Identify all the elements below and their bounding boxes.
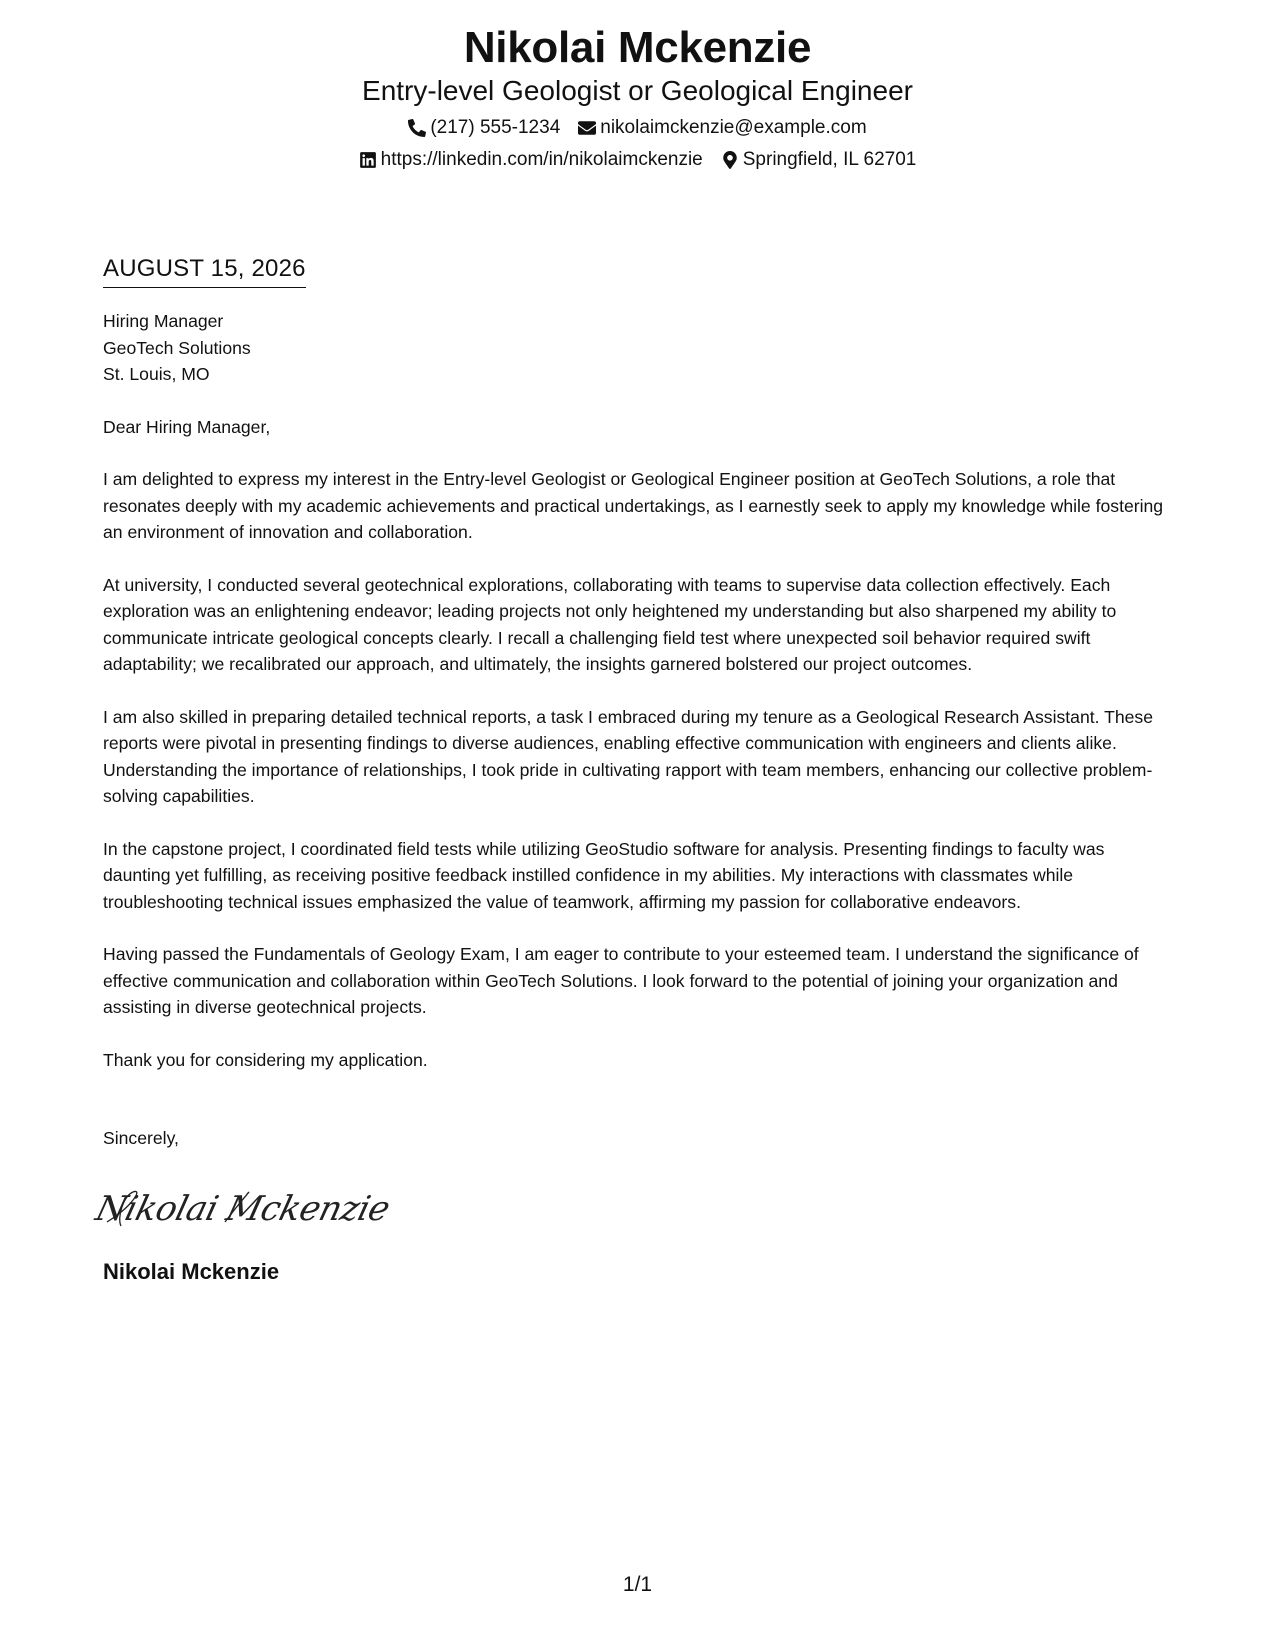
body-paragraph: At university, I conducted several geotechnical explorations, collaborating with teams to supervise data collection effectively. Each exploration was an enlightening endeavor; leading projects not only heightened my understanding but also sharpened my ability to communicate intricate geological concepts clearly. I recall a challenging field test where unexpected soil behavior required swift adaptability; we recalibrated our approach, and ultimately, the insights garnered bolstered our project outcomes. [103, 574, 1117, 674]
email-contact[interactable] [578, 116, 866, 140]
applicant-title: Entry-level Geologist or Geological Engineer [362, 75, 913, 106]
location-text: Springfield, IL 62701 [742, 149, 917, 170]
closing-line: Thank you for considering my application. [103, 1049, 428, 1070]
linkedin-url[interactable]: https://linkedin.com/in/nikolaimckenzie [380, 149, 703, 170]
location-contact [721, 148, 917, 172]
phone-number: (217) 555-1234 [430, 117, 561, 138]
linkedin-contact[interactable] [359, 148, 703, 172]
recipient-block [103, 308, 1173, 388]
handwritten-signature [91, 1176, 1173, 1236]
linkedin-icon [359, 151, 377, 169]
letter-header [0, 22, 1275, 172]
body-paragraph: In the capstone project, I coordinated field tests while utilizing GeoStudio software for analysis. Presenting findings to faculty was daunting yet fulfilling, as receiving positive feedback instilled confidence in my abilities. My interactions with classmates while troubleshooting technical issues emphasized the value of teamwork, affirming my passion for collaborative endeavors. [103, 838, 1105, 912]
page-number: 1/1 [622, 1573, 653, 1596]
body-paragraph: I am also skilled in preparing detailed technical reports, a task I embraced during my tenure as a Geological Research Assistant. These reports were pivotal in presenting findings to diverse audiences, enabling effective communication with engineers and clients alike. Understanding the importance of relationships, I took pride in cultivating rapport with team members, enhancing our collective problem-solving capabilities. [103, 706, 1153, 806]
body-paragraph: I am delighted to express my interest in the Entry-level Geologist or Geological Engineer position at GeoTech Solutions, a role that resonates deeply with my academic achievements and practical undertakings, as I earnestly seek to apply my knowledge while fostering an environment of innovation and collaboration. [103, 469, 1164, 542]
recipient-location: St. Louis, MO [103, 364, 210, 384]
email-address[interactable]: nikolaimckenzie@example.com [600, 117, 867, 138]
contact-row-primary [0, 116, 1275, 140]
envelope-icon [578, 119, 596, 137]
letter-date: AUGUST 15, 2026 [103, 254, 306, 288]
svg-text:Nikolai Mckenzie: Nikolai Mckenzie [91, 1188, 394, 1229]
signoff: Sincerely, [103, 1128, 179, 1148]
contact-row-secondary [0, 148, 1275, 172]
phone-contact [408, 116, 560, 140]
map-marker-icon [721, 151, 739, 169]
body-paragraph: Having passed the Fundamentals of Geology Exam, I am eager to contribute to your esteemed team. I understand the significance of effective communication and collaboration within GeoTech Solutions. I look forward to the potential of joining your organization and assisting in diverse geotechnical projects. [103, 944, 1139, 1017]
applicant-name: Nikolai Mckenzie [463, 23, 812, 72]
recipient-name: Hiring Manager [103, 311, 224, 331]
letter-body [91, 254, 1173, 1286]
phone-icon [408, 119, 426, 137]
signed-name: Nikolai Mckenzie [103, 1258, 280, 1284]
salutation: Dear Hiring Manager, [103, 416, 271, 437]
recipient-company: GeoTech Solutions [103, 337, 251, 358]
